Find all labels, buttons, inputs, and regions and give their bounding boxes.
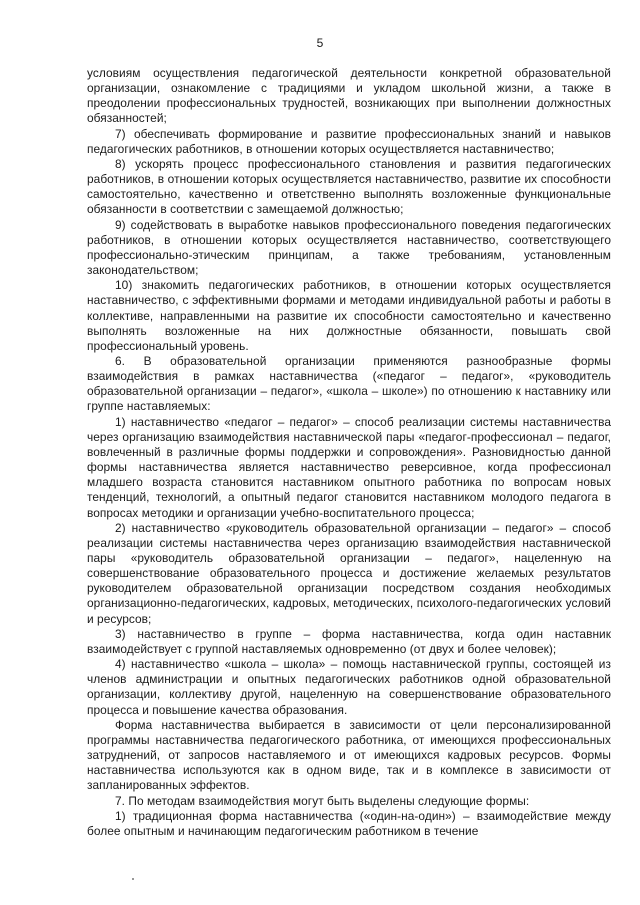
scan-speck [132,878,134,880]
paragraph-form-3: 3) наставничество в группе – форма наставничества, когда один наставник взаимодействует с группой наставляемых одновременно (от двух и более человек); [87,626,611,656]
paragraph-item-8: 8) ускорять процесс профессионального становления и развития педагогических работников, в отношении которых осуществляется наставничество, развитие их способности самостоятельно, качественно и ответственно выполнять возложенные функциональные обязанности в соответствии с замещаемой должностью; [87,156,611,217]
paragraph-section-7: 7. По методам взаимодействия могут быть выделены следующие формы: [115,793,530,808]
paragraph-continuation: условиям осуществления педагогической деятельности конкретной образовательной организации, ознакомление с традициями и укладом школьной жизни, а также в преодолении профессиональных трудностей, возникающих при выполнении должностных обязанностей; [87,66,611,126]
paragraph-item-10: 10) знакомить педагогических работников, в отношении которых осуществляется наставничество, с эффективными формами и методами индивидуальной работы и работы в коллективе, направленными на развитие их способности самостоятельно и качественно выполнять возложенные на них должностные обязанности, повышать свой профессиональный уровень. [87,278,611,353]
paragraph-form-choice: Форма наставничества выбирается в зависимости от цели персонализированной программы наставничества педагогического работника, от имеющихся профессиональных затруднений, от запросов наставляемого и от имеющихся кадровых ресурсов. Формы наставничества используются как в одном виде, так и в комплексе в зависимости от запланированных эффектов. [87,717,611,793]
paragraph-form-4: 4) наставничество «школа – школа» – помощь наставнической группы, состоящей из членов администрации и опытных педагогических работников одной образовательной организации, коллективу другой, нацеленную на совершенствование образовательного процесса и повышение качества образования. [87,657,611,717]
paragraph-form-1: 1) наставничество «педагог – педагог» – способ реализации системы наставничества через организацию взаимодействия наставнической пары «педагог-профессионал – педагог, вовлеченный в различные формы поддержки и сопровождения». Разновидностью данной формы наставничества является наставничество реверсивное, когда профессионал младшего возраста становится наставником опытного работника по вопросам новых тенденций, технологий, а опытный педагог становится наставником молодого педагога в вопросах методики и организации учебно-воспитательного процесса; [87,414,611,520]
paragraph-item-9: 9) содействовать в выработке навыков профессионального поведения педагогических работников, в отношении которых осуществляется наставничество, соответствующего профессионально-этическим принципам, а также требованиям, установленным законодательством; [87,217,611,278]
paragraph-section-6: 6. В образовательной организации применяются разнообразные формы взаимодействия в рамках наставничества («педагог – педагог», «руководитель образовательной организации – педагог», «школа – школе») по отношению к наставнику или группе наставляемых: [87,353,611,414]
paragraph-form-2: 2) наставничество «руководитель образовательной организации – педагог» – способ реализации системы наставничества через организацию взаимодействия наставнической пары «руководитель образовательной организации – педагог», нацеленную на совершенствование образовательного процесса и достижение желаемых результатов руководителем образовательной организации посредством создания необходимых организационно-педагогических, кадровых, методических, психолого-педагогических условий и ресурсов; [87,520,611,626]
page-number: 5 [316,36,324,50]
paragraph-method-1: 1) традиционная форма наставничества («один-на-один») – взаимодействие между более опытным и начинающим педагогическим работником в течение [87,808,611,838]
document-body [87,66,611,839]
paragraph-item-7: 7) обеспечивать формирование и развитие профессиональных знаний и навыков педагогических работников, в отношении которых осуществляется наставничество; [87,126,611,156]
